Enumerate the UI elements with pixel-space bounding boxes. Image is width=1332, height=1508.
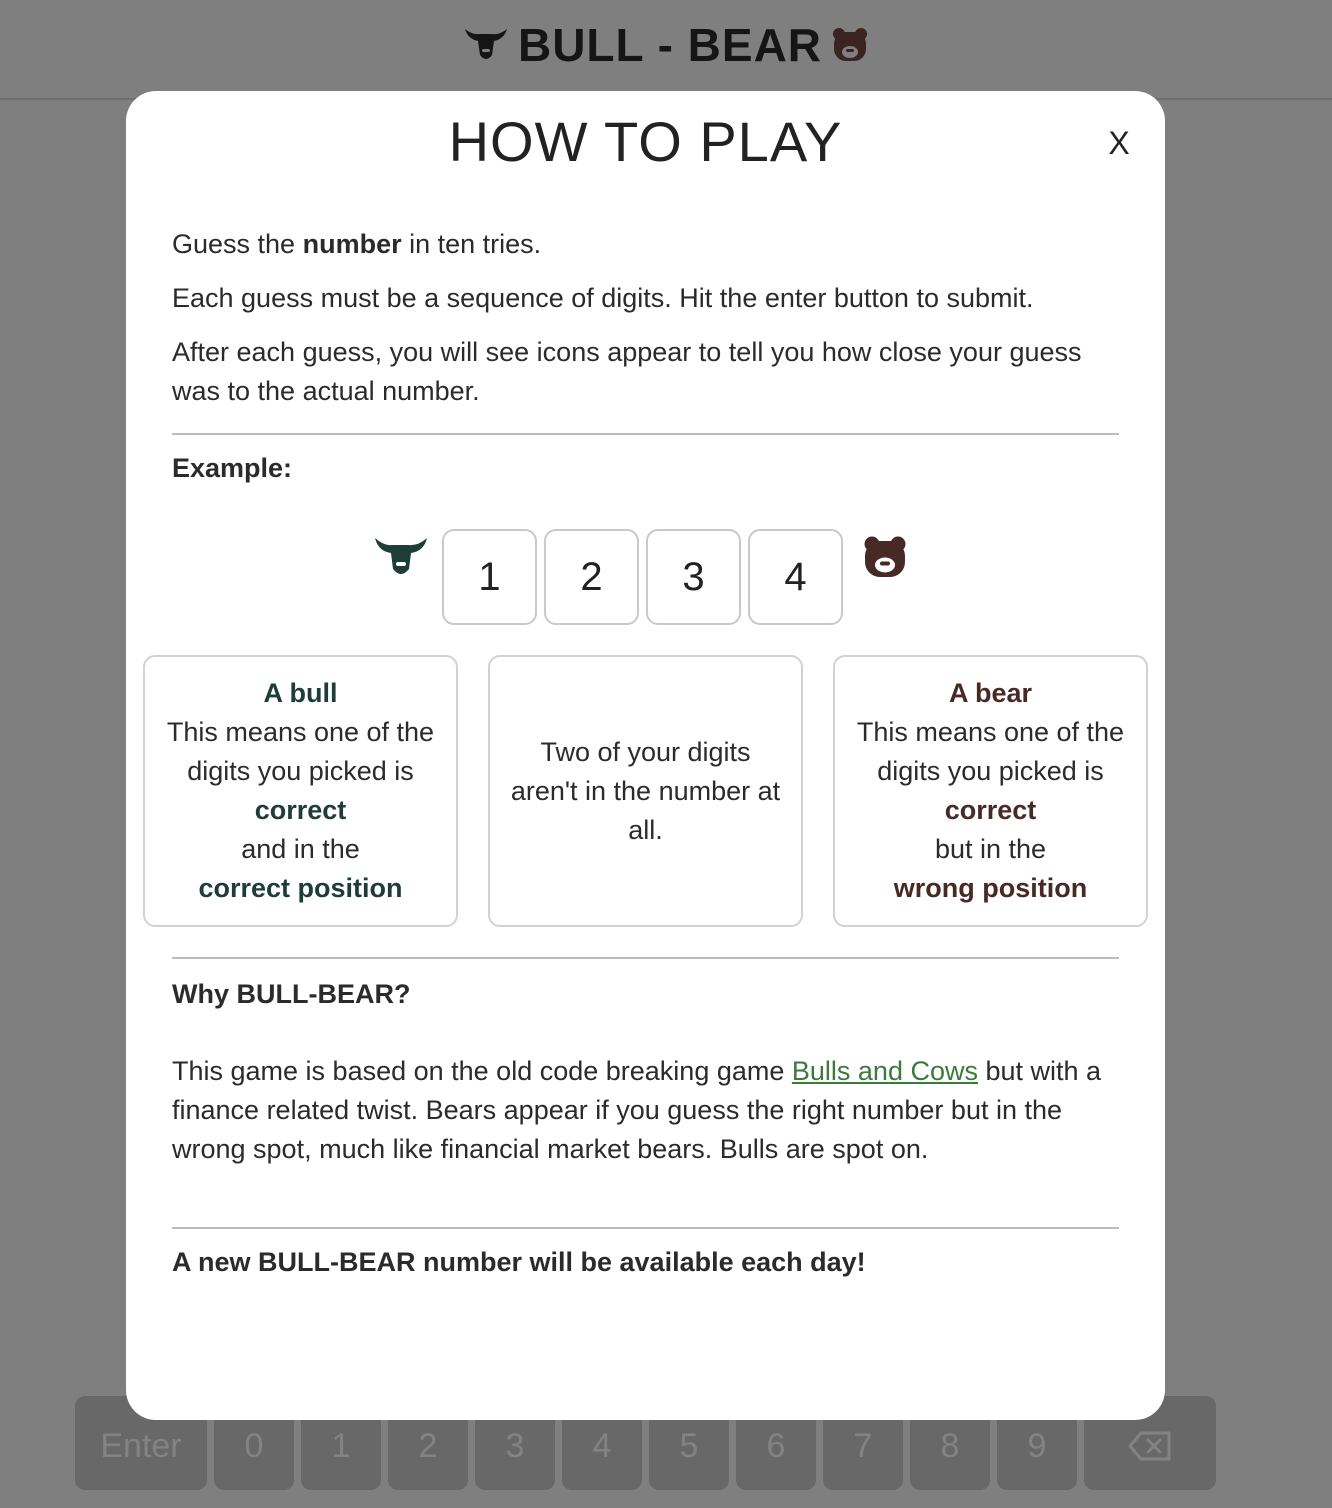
intro-text: in ten tries.: [401, 229, 542, 259]
digit-key-2[interactable]: 2: [388, 1396, 468, 1490]
digit-key-0[interactable]: 0: [214, 1396, 294, 1490]
enter-key[interactable]: Enter: [75, 1396, 207, 1490]
example-row: [374, 529, 907, 625]
bear-card-text: but in the: [934, 834, 1047, 864]
bear-head-icon: [863, 535, 907, 584]
bull-head-icon: [464, 25, 508, 65]
why-text-part: This game is based on the old code breaking game: [172, 1056, 792, 1086]
digit-key-1[interactable]: 1: [301, 1396, 381, 1490]
legend-cards: [143, 655, 1148, 927]
daily-notice: A new BULL-BEAR number will be available each day!: [172, 1247, 866, 1277]
digit-key-3[interactable]: 3: [475, 1396, 555, 1490]
intro-line-1: [172, 225, 1119, 264]
app-title: BULL - BEAR: [517, 19, 823, 71]
why-heading: Why BULL-BEAR?: [172, 979, 411, 1009]
bull-card-text: and in the: [241, 834, 360, 864]
instructions: [172, 225, 1119, 503]
divider: [172, 433, 1119, 435]
divider: [172, 1227, 1119, 1229]
example-digit: 2: [544, 529, 639, 625]
intro-line-2: Each guess must be a sequence of digits. Hit the enter button to submit.: [172, 283, 1034, 313]
digit-key-5[interactable]: 5: [649, 1396, 729, 1490]
missing-digits-card: [488, 655, 803, 927]
divider: [172, 957, 1119, 959]
why-text-part: but with a finance related twist. Bears appear if you guess the right number but in the wrong spot, much like financial market bears. Bulls are spot on.: [172, 1056, 1102, 1164]
digit-key-9[interactable]: 9: [997, 1396, 1077, 1490]
bear-card-emphasis: correct: [944, 795, 1037, 825]
bear-card: [833, 655, 1148, 927]
digit-key-6[interactable]: 6: [736, 1396, 816, 1490]
intro-line-3: After each guess, you will see icons appear to tell you how close your guess was to the actual number.: [172, 337, 1082, 406]
close-button[interactable]: X: [1104, 123, 1134, 163]
bulls-and-cows-link[interactable]: Bulls and Cows: [791, 1056, 978, 1086]
bear-card-title: A bear: [948, 678, 1033, 708]
bull-card-title: A bull: [263, 678, 338, 708]
digit-key-7[interactable]: 7: [823, 1396, 903, 1490]
bear-head-icon: [832, 27, 868, 63]
example-label: Example:: [172, 453, 293, 483]
digit-key-8[interactable]: 8: [910, 1396, 990, 1490]
bull-card: [143, 655, 458, 927]
logo: [464, 18, 868, 72]
backspace-icon: [1128, 1431, 1172, 1461]
bull-card-emphasis: correct position: [198, 873, 403, 903]
bull-card-emphasis: correct: [254, 795, 347, 825]
example-digit: 1: [442, 529, 537, 625]
bull-head-icon: [374, 535, 428, 584]
bear-card-text: This means one of the digits you picked is: [856, 717, 1125, 786]
why-section: [172, 957, 1119, 1297]
how-to-play-modal: [126, 91, 1165, 1420]
example-digit: 3: [646, 529, 741, 625]
why-text: [172, 1052, 1119, 1169]
bear-card-emphasis: wrong position: [893, 873, 1088, 903]
bull-card-text: This means one of the digits you picked is: [166, 717, 435, 786]
missing-digits-text: Two of your digits aren't in the number at all.: [510, 736, 781, 845]
example-digit: 4: [748, 529, 843, 625]
top-bar: [0, 0, 1332, 100]
intro-text: Guess the: [172, 229, 303, 259]
intro-bold-word: number: [302, 229, 402, 259]
modal-title: HOW TO PLAY: [448, 110, 843, 173]
digit-key-4[interactable]: 4: [562, 1396, 642, 1490]
